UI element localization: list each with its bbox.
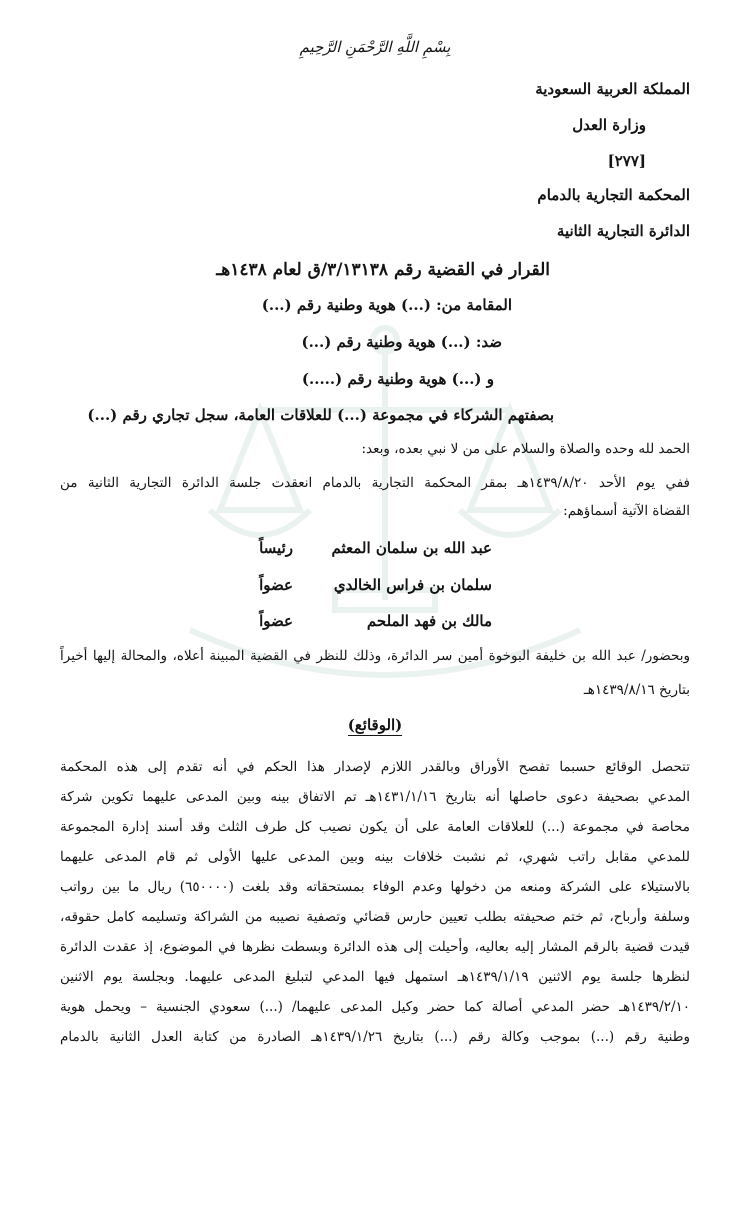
facts-line: ١٤٣٩/٢/١٠هـ حضر المدعي أصالة كما حضر وكيل المدعى عليهما/ (...) سعودي الجنسية – ويحمل هوية (60, 999, 690, 1015)
facts-line: للمدعي مقابل راتب شهري، ثم نشبت خلافات بينه وبين المدعى عليها الأولى ثم قام المدعى عليهما (60, 849, 690, 865)
document-number: [٢٧٧] (607, 152, 646, 170)
facts-line: لنظرها جلسة يوم الاثنين ١٤٣٩/١/١٩هـ استمهل فيها المدعي لتبليغ المدعى عليهما. وبجلسة يوم الاثنين (60, 969, 690, 985)
court-name: المحكمة التجارية بالدمام (537, 186, 690, 204)
attendance-line-2: بتاريخ ١٤٣٩/٨/١٦هـ (583, 682, 690, 698)
basmala: بِسْمِ اللَّهِ الرَّحْمَنِ الرَّحِيمِ (299, 38, 451, 56)
facts-heading (0, 716, 750, 734)
defendant-line-1: ضد: (...) هوية وطنية رقم (...) (301, 333, 502, 351)
facts-line: تتحصل الوقائع حسبما تفصح الأوراق وبالقدر اللازم لإصدار هذا الحكم في أنه تقدم إلى هذه المحكمة (60, 759, 690, 775)
facts-line: المدعي بصحيفة دعوى حاصلها أنه بتاريخ ١٤٣١/١/١٦هـ تم الاتفاق بينه وبين المدعى عليهما تكوين شركة (60, 789, 690, 805)
judge-name: عبد الله بن سلمان المعثم (331, 539, 492, 557)
defendant-line-2: و (...) هوية وطنية رقم (.....) (301, 370, 494, 388)
ministry-name: وزارة العدل (572, 116, 646, 134)
facts-heading-text: (الوقائع) (347, 716, 403, 734)
facts-line: بالاستيلاء على الشركة ومنعه من دخولها وعدم الوفاء بمستحقاته وقد بلغت (٦٥٠٠٠٠) ريال ما بين رواتب (60, 879, 690, 895)
decision-title: القرار في القضية رقم ٣/١٣١٣٨/ق لعام ١٤٣٨هـ (216, 260, 550, 280)
judge-role: عضواً (259, 576, 293, 594)
judge-name: مالك بن فهد الملحم (366, 612, 492, 630)
attendance-line-1: وبحضور/ عبد الله بن خليفة البوخوة أمين سر الدائرة، وذلك للنظر في القضية المبينة أعلاه، والمحالة إليها أخيراً (60, 648, 690, 664)
facts-line: قيدت قضية بالرقم المشار إليه بعاليه، وأحيلت إلى هذه الدائرة وبسطت نظرها في الموضوع، إذ عقدت الدائرة (60, 939, 690, 955)
praise-line: الحمد لله وحده والصلاة والسلام على من لا نبي بعده، وبعد: (361, 441, 690, 457)
session-line-1: ففي يوم الأحد ١٤٣٩/٨/٢٠هـ بمقر المحكمة التجارية بالدمام انعقدت جلسة الدائرة التجارية الثانية من (60, 475, 690, 491)
judge-name: سلمان بن فراس الخالدي (333, 576, 492, 594)
kingdom-name: المملكة العربية السعودية (535, 80, 690, 98)
judge-role: عضواً (259, 612, 293, 630)
plaintiff-line: المقامة من: (...) هوية وطنية رقم (...) (261, 296, 512, 314)
facts-line: وطنية رقم (...) بموجب وكالة رقم (...) بتاريخ ١٤٣٩/١/٢٦هـ الصادرة من كتابة العدل الثانية بالدمام (60, 1029, 690, 1045)
session-line-2: القضاة الآتية أسماؤهم: (563, 503, 690, 519)
facts-paragraph (60, 752, 690, 1052)
facts-line: محاصة في مجموعة (...) للعلاقات العامة على أن يكون نصيب كل طرف الثلث وقد أسند إدارة المجموعة (60, 819, 690, 835)
judge-role: رئيساً (259, 539, 293, 557)
circuit-name: الدائرة التجارية الثانية (556, 222, 690, 240)
facts-line: وسلفة وأرباح، ثم ختم صحيفته بطلب تعيين حارس قضائي وتصفية نصيبه من الشراكة وتسليمه كامل حقوقه، (60, 909, 690, 925)
parties-capacity-line: بصفتهم الشركاء في مجموعة (...) للعلاقات العامة، سجل تجاري رقم (...) (87, 406, 554, 424)
